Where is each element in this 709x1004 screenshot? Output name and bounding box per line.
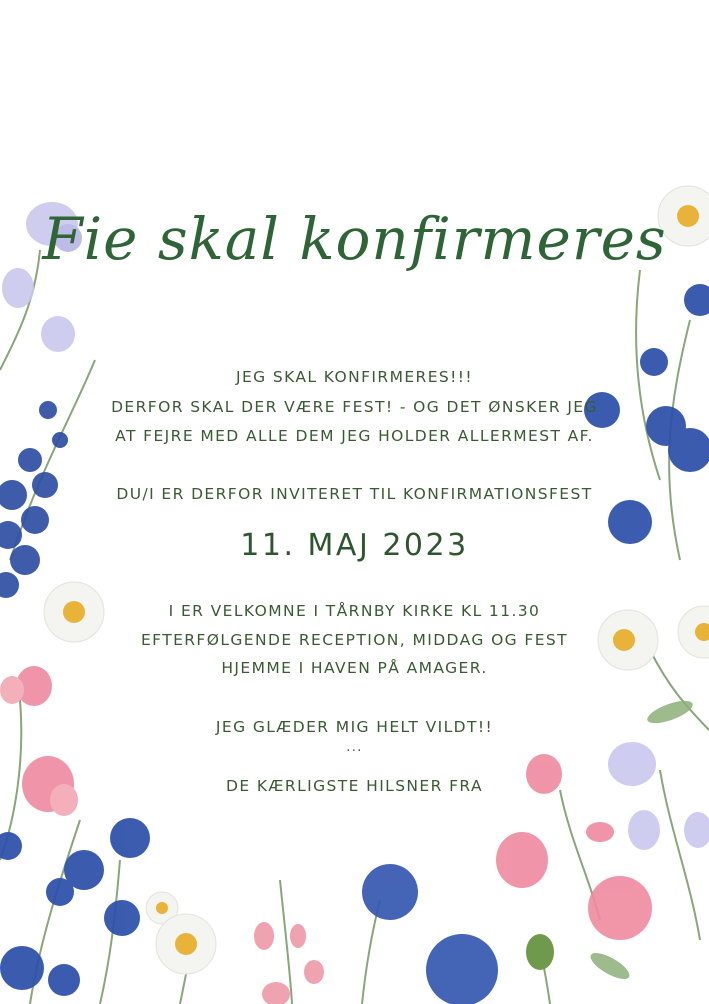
ellipsis: ... bbox=[346, 740, 363, 755]
details-line-1: I ER VELKOMNE I TÅRNBY KIRKE KL 11.30 bbox=[168, 602, 541, 620]
event-date: 11. MAJ 2023 bbox=[240, 528, 469, 563]
cornflowers-bottom-left bbox=[0, 818, 150, 996]
invitation-title: Fie skal konfirmeres bbox=[42, 205, 667, 273]
details-line-3: HJEMME I HAVEN PÅ AMAGER. bbox=[221, 659, 488, 677]
intro-line-2: DERFOR SKAL DER VÆRE FEST! - OG DET ØNSKER JEG bbox=[111, 398, 598, 416]
closing-line: JEG GLÆDER MIG HELT VILDT!! bbox=[215, 718, 494, 736]
intro-line-3: AT FEJRE MED ALLE DEM JEG HOLDER ALLERMEST AF. bbox=[115, 427, 594, 445]
cornflowers-bottom-center bbox=[362, 864, 498, 1004]
green-bud-bottom bbox=[526, 934, 554, 970]
intro-line-1: JEG SKAL KONFIRMERES!!! bbox=[236, 368, 473, 386]
invite-line: DU/I ER DERFOR INVITERET TIL KONFIRMATIONSFEST bbox=[116, 485, 593, 503]
details-line-2: EFTERFØLGENDE RECEPTION, MIDDAG OG FEST bbox=[140, 631, 569, 649]
sweetpea-lilac-right bbox=[608, 742, 709, 850]
signoff-line: DE KÆRLIGSTE HILSNER FRA bbox=[226, 777, 483, 795]
daisies-bottom bbox=[146, 892, 216, 974]
